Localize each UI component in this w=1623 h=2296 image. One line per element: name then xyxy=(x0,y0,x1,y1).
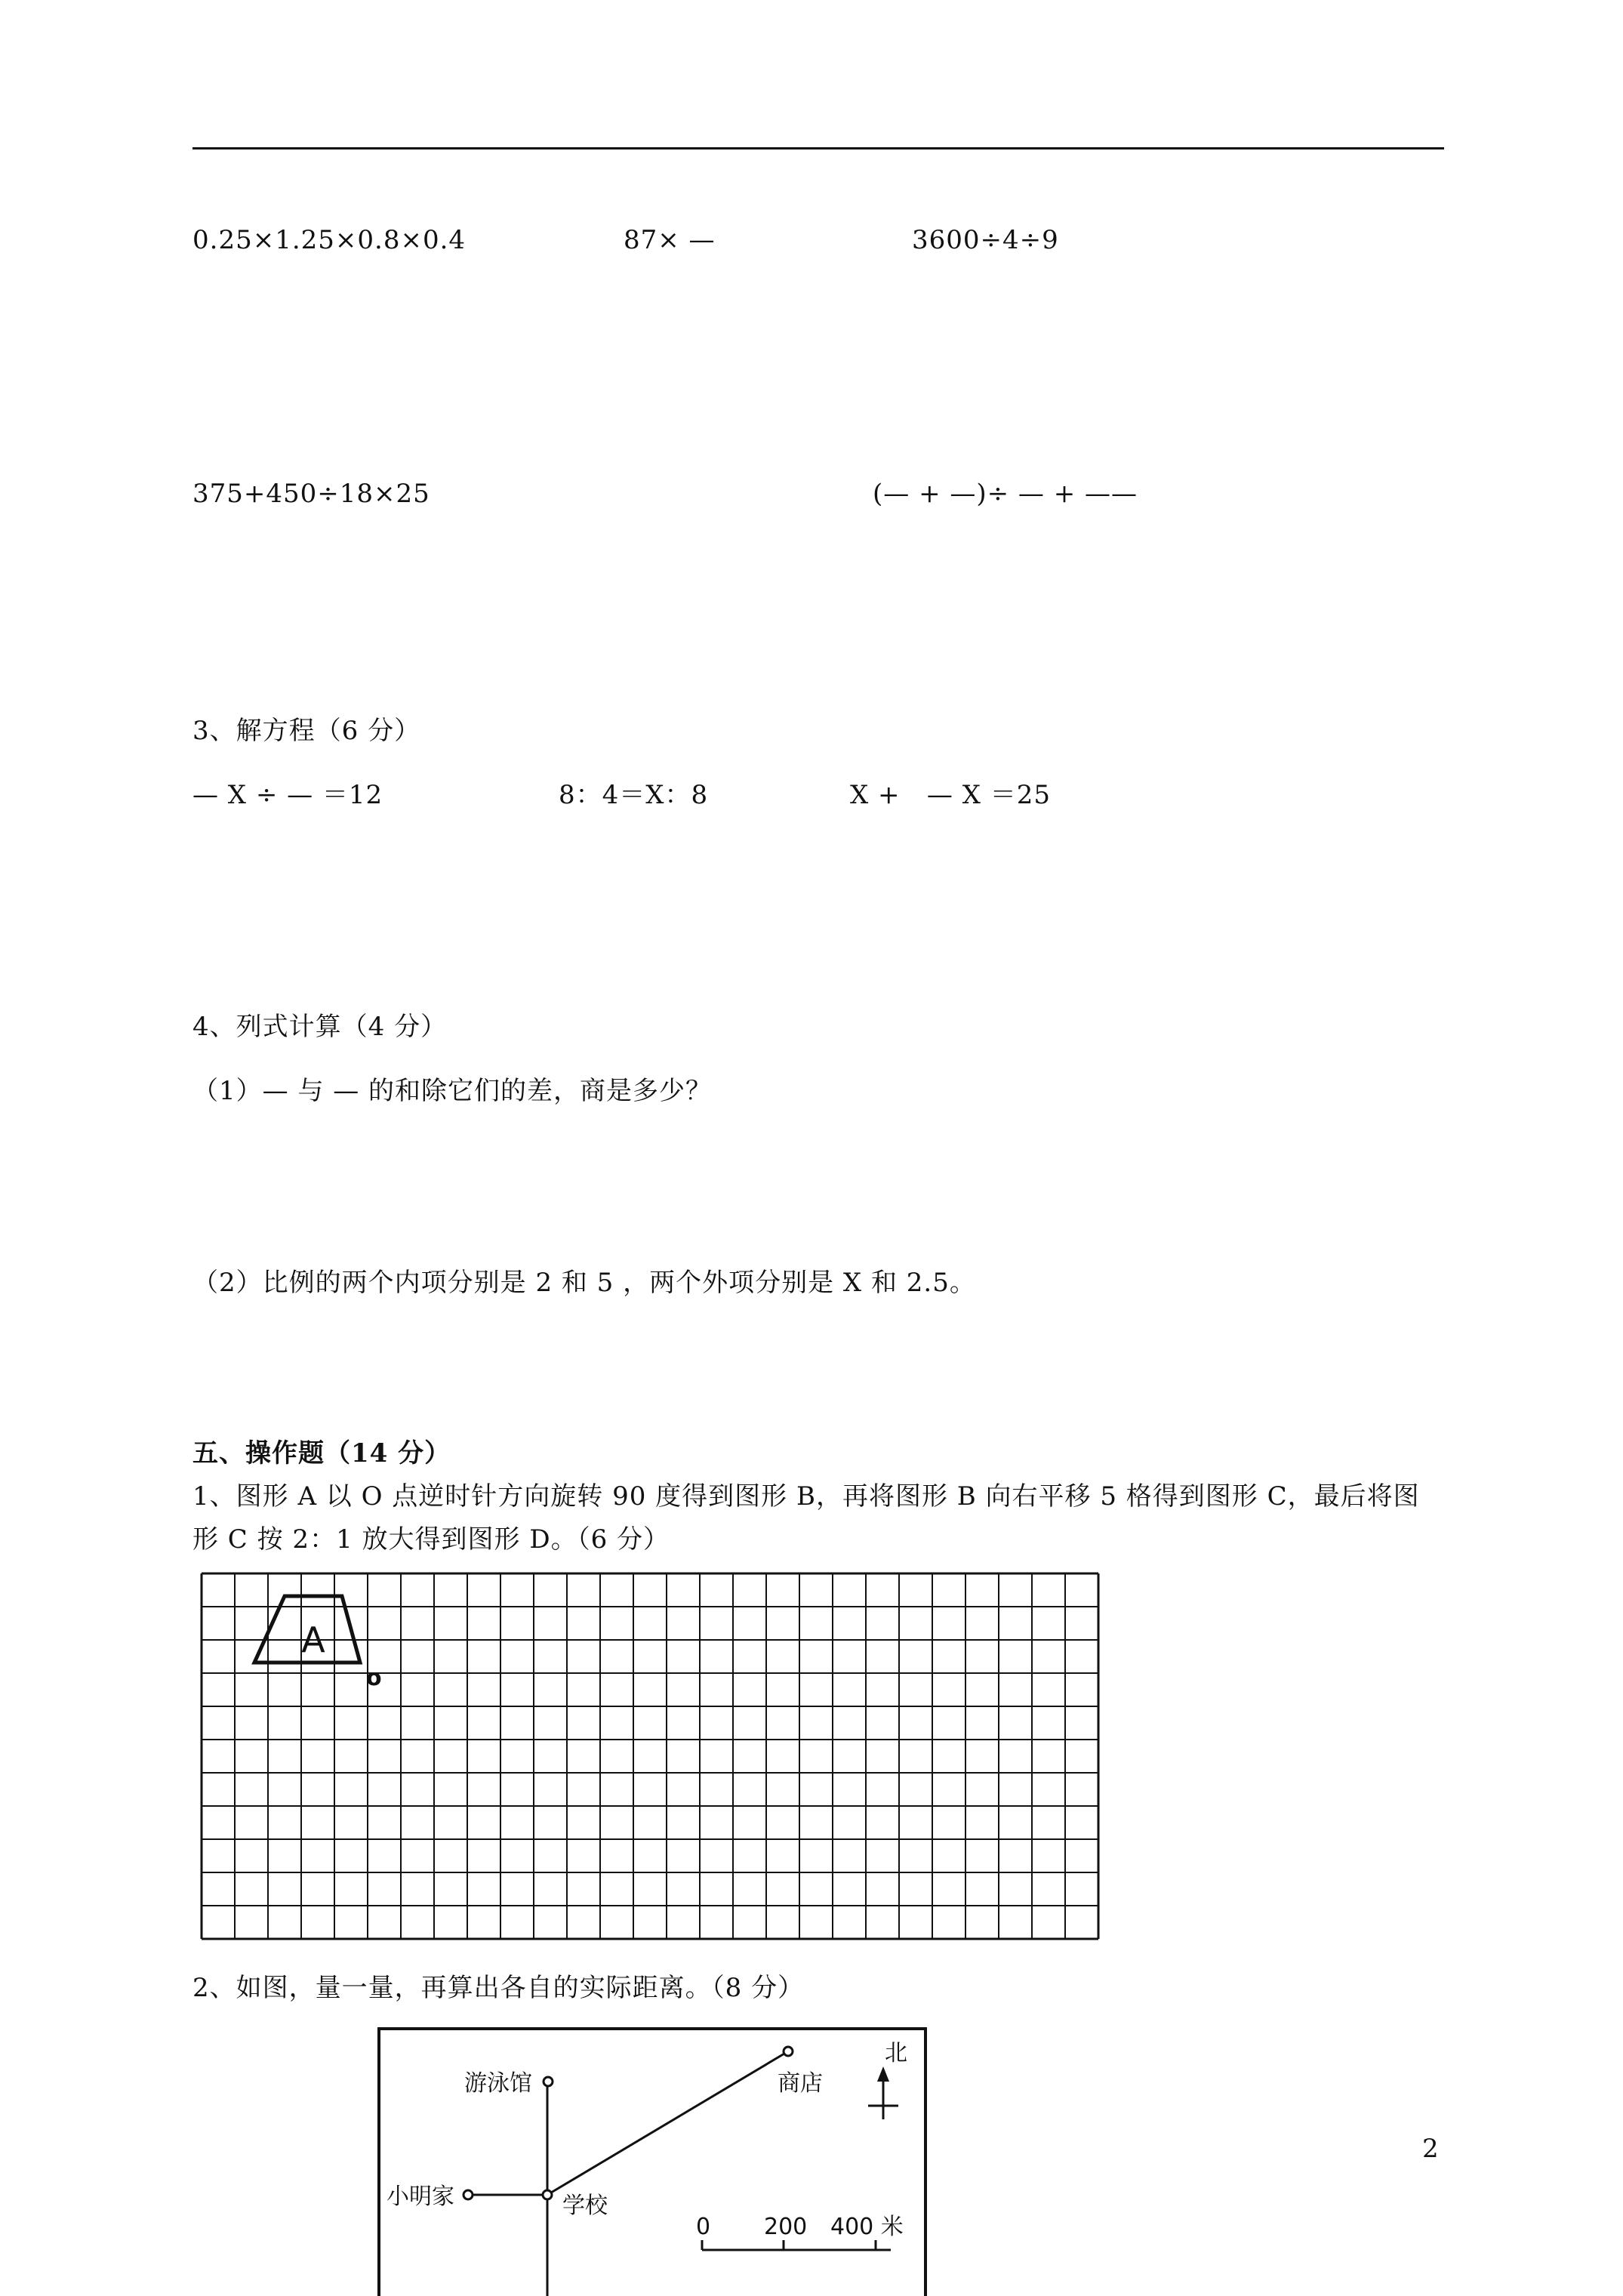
map-frame xyxy=(379,2029,925,2296)
q3-title: 3、解方程（6 分） xyxy=(192,716,421,746)
section5-q2: 2、如图，量一量，再算出各自的实际距离。（8 分） xyxy=(192,1973,805,2003)
shop-point xyxy=(784,2047,793,2056)
calc-expr-4: 375+450÷18×25 xyxy=(192,479,430,509)
home-label: 小明家 xyxy=(387,2184,454,2210)
section5-q1-line2: 形 C 按 2：1 放大得到图形 D。（6 分） xyxy=(192,1524,670,1555)
shop-label: 商店 xyxy=(778,2070,823,2097)
calc-expr-5: (— + —)÷ — + —— xyxy=(873,479,1138,509)
section5-q1-line1: 1、图形 A 以 O 点逆时针方向旋转 90 度得到图形 B，再将图形 B 向右平移 5 格得到图形 C，最后将图 xyxy=(192,1481,1420,1512)
square-grid xyxy=(200,1572,1106,1949)
calc-expr-2: 87× — xyxy=(624,225,716,255)
page-number: 2 xyxy=(1422,2134,1440,2164)
q4-item-2: （2）比例的两个内项分别是 2 和 5 ，两个外项分别是 X 和 2.5。 xyxy=(192,1268,976,1298)
pool-point xyxy=(544,2077,553,2086)
school-shop-road xyxy=(547,2051,788,2195)
q4-item-1: （1）— 与 — 的和除它们的差，商是多少？ xyxy=(192,1076,713,1106)
school-point xyxy=(543,2190,552,2199)
route-map xyxy=(377,2027,936,2296)
scale-label-200: 200 xyxy=(764,2214,808,2240)
scale-label-0: 0 xyxy=(696,2214,711,2240)
school-label: 学校 xyxy=(562,2193,608,2219)
grid-lines xyxy=(202,1573,1098,1939)
point-o-label: o xyxy=(366,1665,382,1691)
q4-title: 4、列式计算（4 分） xyxy=(192,1012,448,1042)
scale-label-400: 400 米 xyxy=(830,2214,904,2240)
north-label: 北 xyxy=(885,2040,907,2066)
header-rule xyxy=(192,147,1444,149)
q3-equation-1: — X ÷ — ＝12 xyxy=(192,780,383,810)
map-scale-bar xyxy=(702,2240,891,2250)
calc-expr-1: 0.25×1.25×0.8×0.4 xyxy=(192,225,467,255)
calc-expr-3: 3600÷4÷9 xyxy=(912,225,1059,255)
q3-equation-3: X + — X ＝25 xyxy=(850,780,1052,810)
shape-a-label: A xyxy=(301,1620,325,1660)
q3-equation-2: 8：4＝X：8 xyxy=(559,780,709,810)
pool-label: 游泳馆 xyxy=(464,2070,532,2097)
section5-title: 五、操作题（14 分） xyxy=(192,1438,451,1469)
home-point xyxy=(463,2190,473,2199)
north-arrow-icon xyxy=(868,2066,898,2119)
